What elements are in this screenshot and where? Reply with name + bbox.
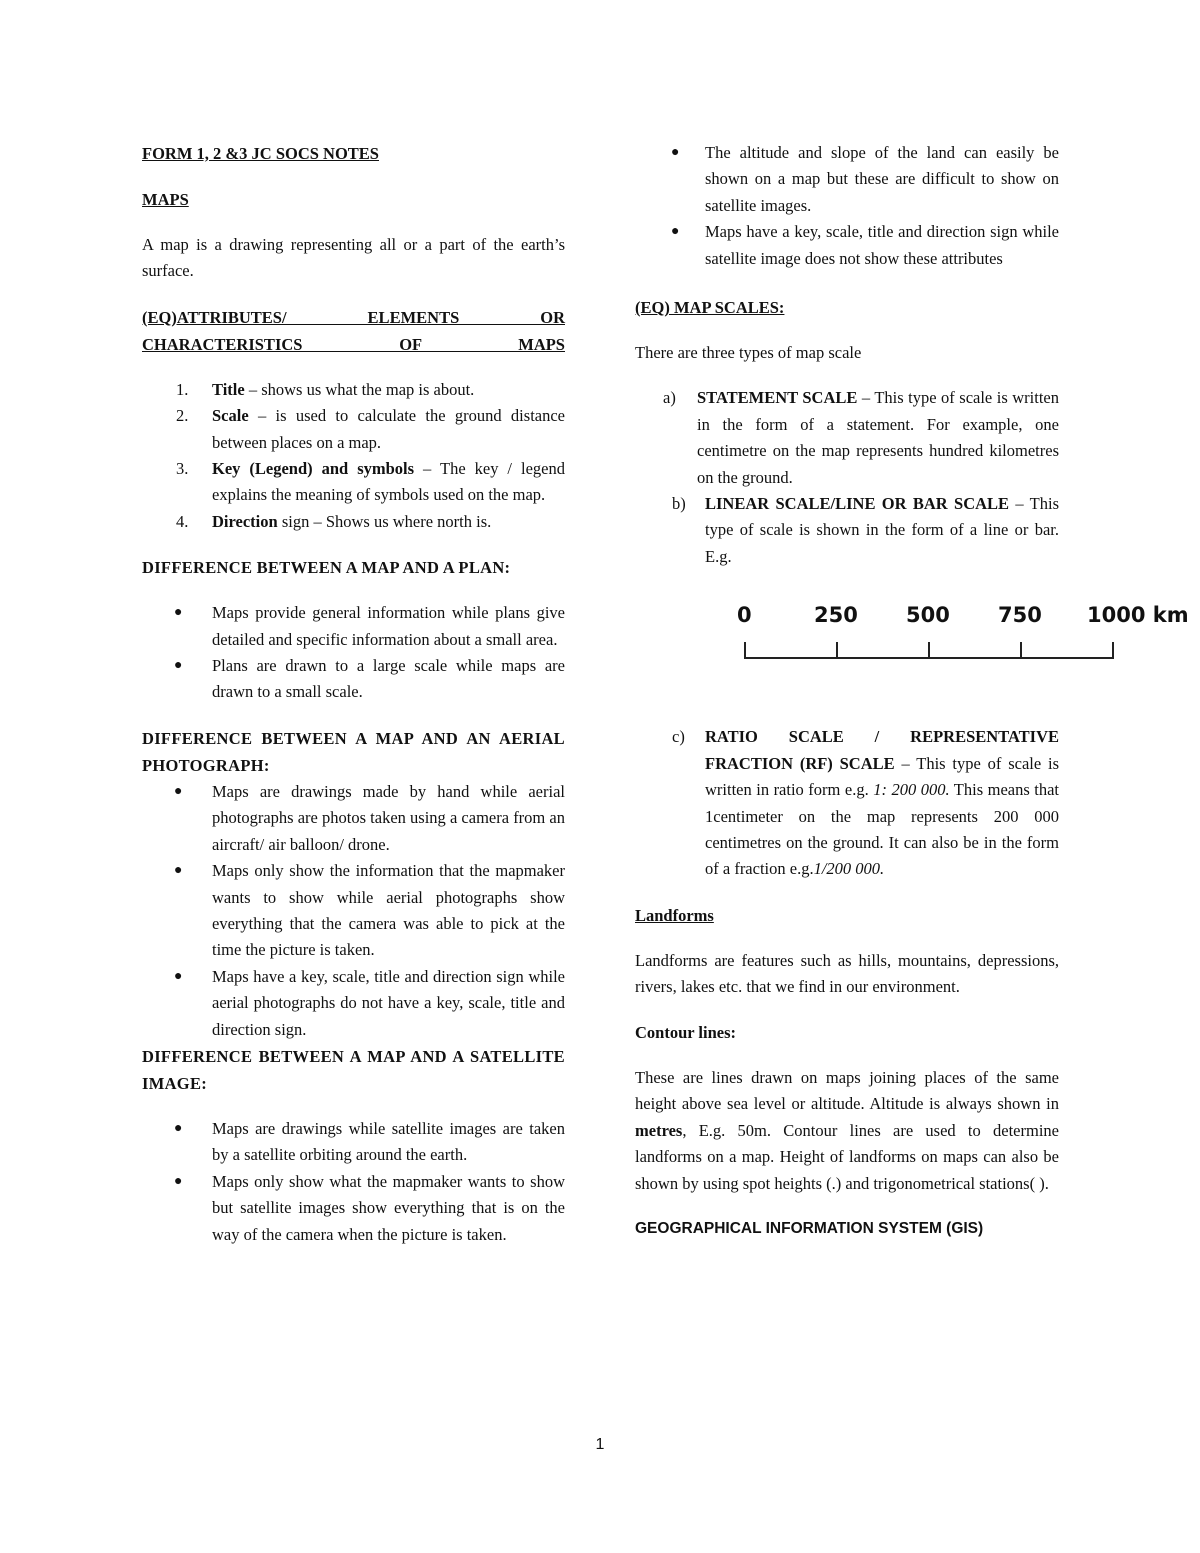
- list-item: 2. Scale – is used to calculate the ground distance between places on a map.: [176, 406, 565, 452]
- scale-label-500: 500: [906, 603, 950, 628]
- scales-intro: There are three types of map scale: [635, 343, 862, 363]
- list-item: ● The altitude and slope of the land can easily be shown on a map but these are difficult to show on satellite images.: [671, 143, 1059, 215]
- contour-heading: Contour lines:: [635, 1022, 736, 1042]
- statement-scale-item: a) STATEMENT SCALE – This type of scale is written in the form of a statement. For example, one centimetre on the map represents hundred kilometres on the ground.: [663, 388, 1059, 487]
- list-item: 1. Title – shows us what the map is about.: [176, 379, 475, 399]
- scale-label-250: 250: [814, 603, 858, 628]
- list-item: ● Maps only show what the mapmaker wants to show but satellite images show everything that is on the way of the camera when the picture is taken.: [174, 1171, 565, 1244]
- aerial-list: [142, 779, 565, 1043]
- contour-text: These are lines drawn on maps joining places of the same height above sea level or altitude. Altitude is always shown in metres, E.g. 50m. Contour lines are used to determine landforms on a map. Height of landforms on maps can also be shown by using spot heights (.) and trigonometrical stations( ).: [635, 1067, 1059, 1193]
- right-column: [635, 140, 1189, 1261]
- list-item: ● Maps have a key, scale, title and direction sign while satellite image does not show these attributes: [671, 222, 1059, 268]
- gis-heading: GEOGRAPHICAL INFORMATION SYSTEM (GIS): [635, 1219, 984, 1237]
- maps-heading: MAPS: [142, 190, 189, 209]
- list-item: 3. Key (Legend) and symbols – The key / legend explains the meaning of symbols used on the map.: [176, 459, 565, 505]
- list-item: ● Maps are drawings made by hand while aerial photographs are photos taken using a camera from an aircraft/ air balloon/ drone.: [174, 781, 565, 854]
- ratio-scale-item: c) RATIO SCALE / REPRESENTATIVE FRACTION (RF) SCALE – This type of scale is written in ratio form e.g. 1: 200 000. This means that 1centimeter on the map represents 200 000 centimetres on the ground. It can also be in the form of a fraction e.g.1/200 000.: [672, 727, 1059, 879]
- attributes-heading: (EQ)ATTRIBUTES/ ELEMENTS OR CHARACTERISTICS OF MAPS: [142, 307, 565, 354]
- list-item: 4. Direction sign – Shows us where north is.: [176, 511, 492, 531]
- aerial-heading: DIFFERENCE BETWEEN A MAP AND AN AERIAL PHOTOGRAPH:: [142, 728, 565, 775]
- map-definition: A map is a drawing representing all or a part of the earth’s surface.: [142, 235, 565, 281]
- left-column: [142, 140, 565, 1267]
- list-item: ● Maps are drawings while satellite images are taken by a satellite orbiting around the earth.: [174, 1118, 565, 1165]
- landforms-text: Landforms are features such as hills, mountains, depressions, rivers, lakes etc. that we find in our environment.: [635, 950, 1059, 997]
- satellite-heading: DIFFERENCE BETWEEN A MAP AND A SATELLITE IMAGE:: [142, 1046, 565, 1093]
- scale-bar-graphic: [730, 590, 1200, 670]
- page-number: 1: [595, 1436, 605, 1453]
- list-item: ● Maps only show the information that the mapmaker wants to show while aerial photographs show everything that the camera was able to pick at the time the picture is taken.: [174, 861, 565, 960]
- map-scales-heading: (EQ) MAP SCALES:: [635, 298, 785, 318]
- scale-types-list-continued: [635, 724, 1059, 882]
- scale-label-0: 0: [737, 603, 752, 628]
- scale-types-list: [635, 385, 1059, 570]
- linear-scale-bar: [635, 590, 1189, 700]
- satellite-list-continued: [635, 140, 1059, 272]
- scale-label-750: 750: [998, 603, 1042, 628]
- landforms-heading: Landforms: [635, 905, 714, 925]
- scale-label-1000km: 1000 km: [1087, 603, 1189, 628]
- plan-heading: DIFFERENCE BETWEEN A MAP AND A PLAN:: [142, 558, 511, 578]
- document-title: FORM 1, 2 &3 JC SOCS NOTES: [142, 144, 379, 163]
- satellite-list: [142, 1116, 565, 1248]
- plan-list: [142, 600, 565, 706]
- list-item: ● Maps have a key, scale, title and direction sign while aerial photographs do not have a key, scale, title and direction sign.: [174, 966, 565, 1039]
- linear-scale-item: b) LINEAR SCALE/LINE OR BAR SCALE – This type of scale is shown in the form of a line or bar. E.g.: [672, 494, 1059, 566]
- list-item: ● Plans are drawn to a large scale while maps are drawn to a small scale.: [174, 656, 565, 702]
- list-item: ● Maps provide general information while plans give detailed and specific information about a small area.: [174, 603, 565, 649]
- attributes-list: [142, 377, 565, 535]
